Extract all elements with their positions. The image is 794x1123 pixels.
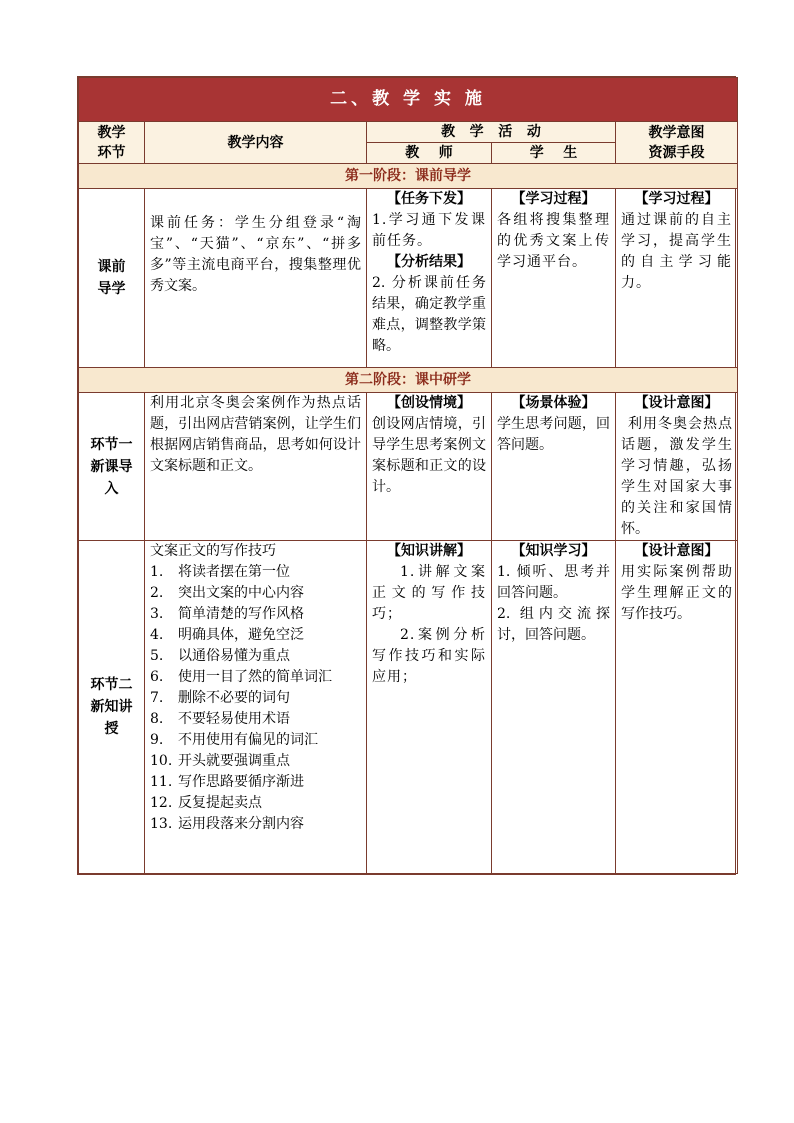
list-item bbox=[150, 751, 361, 772]
list-text: 将读者摆在第一位 bbox=[178, 564, 290, 580]
intent-tag: 【设计意图】 bbox=[634, 395, 719, 411]
teacher-text: 2.案例分析写作技巧和实际应用； bbox=[372, 627, 486, 685]
content-title: 文案正文的写作技巧 bbox=[150, 543, 276, 559]
list-number: 6. bbox=[150, 669, 164, 685]
header-intent: 教学意图 资源手段 bbox=[616, 122, 738, 164]
student-tag: 【学习过程】 bbox=[511, 191, 596, 207]
student-cell bbox=[492, 393, 616, 541]
header-content: 教学内容 bbox=[145, 122, 367, 164]
teacher-text: 1.讲解文案正文的写作技巧； bbox=[372, 564, 486, 622]
list-number: 10. bbox=[150, 753, 173, 769]
list-item bbox=[150, 667, 361, 688]
list-number: 13. bbox=[150, 816, 173, 832]
list-item bbox=[150, 646, 361, 667]
teacher-text: 创设网店情境，引导学生思考案例文案标题和正文的设计。 bbox=[372, 416, 486, 495]
list-text: 不要轻易使用术语 bbox=[178, 711, 290, 727]
intent-cell bbox=[616, 393, 738, 541]
list-text: 突出文案的中心内容 bbox=[178, 585, 304, 601]
list-text: 明确具体，避免空泛 bbox=[178, 627, 304, 643]
row-new-knowledge bbox=[79, 541, 738, 874]
row-intro bbox=[79, 393, 738, 541]
header-activity: 教 学 活 动 bbox=[367, 122, 616, 143]
lesson-plan-table bbox=[77, 76, 736, 875]
student-cell bbox=[492, 541, 616, 874]
intent-tag: 【设计意图】 bbox=[634, 543, 719, 559]
list-text: 使用一目了然的简单词汇 bbox=[178, 669, 332, 685]
teacher-tag: 【创设情境】 bbox=[387, 395, 471, 411]
header-teacher: 教 师 bbox=[367, 143, 492, 164]
segment-cell: 课前 导学 bbox=[79, 189, 145, 368]
intent-text: 通过课前的自主学习，提高学生的自主学习能力。 bbox=[621, 212, 733, 291]
intent-cell bbox=[616, 189, 738, 368]
teacher-text: 2. 分析课前任务结果，确定教学重难点，调整教学策略。 bbox=[372, 275, 486, 354]
content-cell bbox=[145, 541, 367, 874]
student-cell bbox=[492, 189, 616, 368]
list-text: 开头就要强调重点 bbox=[178, 753, 290, 769]
list-number: 7. bbox=[150, 690, 164, 706]
list-item bbox=[150, 814, 361, 835]
header-segment: 教学 环节 bbox=[79, 122, 145, 164]
segment-cell: 环节一 新课导 入 bbox=[79, 393, 145, 541]
list-item bbox=[150, 625, 361, 646]
intent-cell bbox=[616, 541, 738, 874]
list-text: 反复提起卖点 bbox=[178, 795, 262, 811]
list-number: 2. bbox=[150, 585, 164, 601]
list-number: 11. bbox=[150, 774, 173, 790]
teacher-cell bbox=[367, 393, 492, 541]
stage-label: 第一阶段：课前导学 bbox=[79, 164, 738, 189]
list-item bbox=[150, 709, 361, 730]
row-pre-class bbox=[79, 189, 738, 368]
teacher-tag: 【分析结果】 bbox=[387, 254, 471, 270]
list-number: 5. bbox=[150, 648, 164, 664]
list-text: 不用使用有偏见的词汇 bbox=[178, 732, 318, 748]
list-item bbox=[150, 583, 361, 604]
teacher-text: 1.学习通下发课前任务。 bbox=[372, 212, 486, 249]
list-item bbox=[150, 772, 361, 793]
list-item bbox=[150, 688, 361, 709]
list-number: 12. bbox=[150, 795, 173, 811]
student-text: 各组将搜集整理的优秀文案上传学习通平台。 bbox=[497, 212, 610, 270]
header-row bbox=[79, 122, 738, 143]
student-tag: 【知识学习】 bbox=[511, 543, 596, 559]
teacher-tag: 【知识讲解】 bbox=[387, 543, 471, 559]
title-row bbox=[79, 78, 738, 122]
stage-row-2 bbox=[79, 368, 738, 393]
intent-tag: 【学习过程】 bbox=[634, 191, 719, 207]
list-item bbox=[150, 793, 361, 814]
student-text: 1. 倾听、思考并回答问题。 bbox=[497, 564, 610, 601]
list-text: 写作思路要循序渐进 bbox=[178, 774, 304, 790]
list-number: 4. bbox=[150, 627, 164, 643]
content-cell: 利用北京冬奥会案例作为热点话题，引出网店营销案例，让学生们根据网店销售商品，思考如何设计文案标题和正文。 bbox=[145, 393, 367, 541]
list-number: 8. bbox=[150, 711, 164, 727]
list-text: 运用段落来分割内容 bbox=[178, 816, 304, 832]
list-text: 删除不必要的词句 bbox=[178, 690, 290, 706]
list-number: 9. bbox=[150, 732, 164, 748]
teacher-tag: 【任务下发】 bbox=[387, 191, 471, 207]
content-cell: 课前任务：学生分组登录“淘宝”、“天猫”、“京东”、“拼多多”等主流电商平台，搜集整理优秀文案。 bbox=[145, 189, 367, 368]
list-item bbox=[150, 562, 361, 583]
list-number: 3. bbox=[150, 606, 164, 622]
segment-cell: 环节二 新知讲 授 bbox=[79, 541, 145, 874]
stage-row-1 bbox=[79, 164, 738, 189]
teacher-cell bbox=[367, 541, 492, 874]
intent-text: 利用冬奥会热点话题，激发学生学习情趣，弘扬学生对国家大事的关注和家国情怀。 bbox=[621, 416, 733, 537]
list-item bbox=[150, 604, 361, 625]
list-item bbox=[150, 730, 361, 751]
intent-text: 用实际案例帮助学生理解正文的写作技巧。 bbox=[621, 564, 733, 622]
list-text: 简单清楚的写作风格 bbox=[178, 606, 304, 622]
list-text: 以通俗易懂为重点 bbox=[178, 648, 290, 664]
tips-list bbox=[150, 562, 361, 835]
section-title: 二、教 学 实 施 bbox=[79, 78, 738, 122]
list-number: 1. bbox=[150, 564, 164, 580]
teacher-cell bbox=[367, 189, 492, 368]
student-text: 2. 组内交流探讨，回答问题。 bbox=[497, 606, 610, 643]
header-student: 学 生 bbox=[492, 143, 616, 164]
student-tag: 【场景体验】 bbox=[511, 395, 596, 411]
stage-label: 第二阶段：课中研学 bbox=[79, 368, 738, 393]
student-text: 学生思考问题，回答问题。 bbox=[497, 416, 610, 453]
